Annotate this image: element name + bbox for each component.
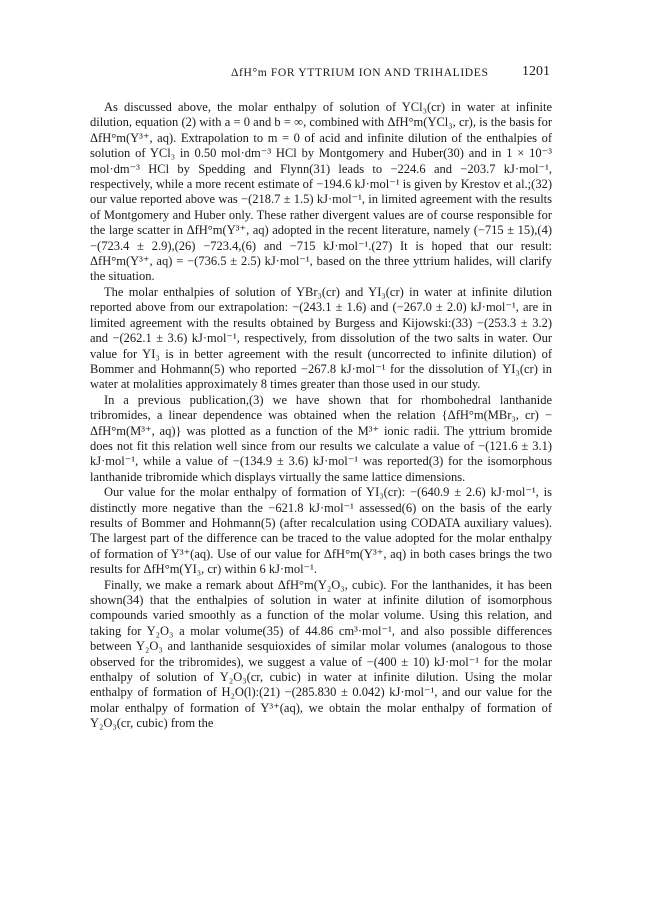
running-header-title: ΔfH°m FOR YTTRIUM ION AND TRIHALIDES xyxy=(231,66,489,79)
running-header xyxy=(0,66,645,88)
paragraph-formation-yi3: Our value for the molar enthalpy of formation of YI₃(cr): −(640.9 ± 2.6) kJ·mol⁻¹, is distinctly more negative than the −621.8 kJ·mol⁻¹ assessed(6) on the basis of the early results of Bommer and Hohmann(5) (after recalculation using CODATA auxiliary values). The largest part of the difference can be traced to the value adopted for the molar enthalpy of formation of Y³⁺(aq). Use of our value for ΔfH°m(Y³⁺, aq) in both cases brings the two results for ΔfH°m(YI₃, cr) within 6 kJ·mol⁻¹. xyxy=(90,485,552,577)
paragraph-y2o3-remark: Finally, we make a remark about ΔfH°m(Y₂O₃, cubic). For the lanthanides, it has been shown(34) that the enthalpies of solution in water at infinite dilution of isomorphous compounds varied smoothly as a function of the molar volume. Using this relation, and taking for Y₂O₃ a molar volume(35) of 44.86 cm³·mol⁻¹, and also possible differences between Y₂O₃ and lanthanide sesquioxides of similar molar volumes (analogous to those observed for the tribromides), we suggest a value of −(400 ± 10) kJ·mol⁻¹ for the molar enthalpy of solution of Y₂O₃(cr, cubic) in water at infinite dilution. Using the molar enthalpy of formation of H₂O(l):(21) −(285.830 ± 0.042) kJ·mol⁻¹, and our value for the molar enthalpy of formation of Y³⁺(aq), we obtain the molar enthalpy of formation of Y₂O₃(cr, cubic) from the xyxy=(90,577,552,731)
page-number: 1201 xyxy=(522,64,550,79)
paragraph-solution-ybr3-yi3: The molar enthalpies of solution of YBr₃(cr) and YI₃(cr) in water at infinite dilution reported above from our extrapolation: −(243.1 ± 1.6) and (−267.0 ± 2.0) kJ·mol⁻¹, are in limited agreement with the results obtained by Burgess and Kijowski:(33) −(253.3 ± 3.2) and −(262.1 ± 3.6) kJ·mol⁻¹, respectively, from dissolution of the two salts in water. Our value for YI₃ is in better agreement with the result (uncorrected to infinite dilution) of Bommer and Hohmann(5) who reported −267.8 kJ·mol⁻¹ for the dissolution of YI₃(cr) in water at molalities approximately 8 times greater than those used in our study. xyxy=(90,284,552,392)
paragraph-lanthanide-tribromides: In a previous publication,(3) we have shown that for rhombohedral lanthanide tribromides, a linear dependence was obtained when the relation {ΔfH°m(MBr₃, cr) − ΔfH°m(M³⁺, aq)} was plotted as a function of the M³⁺ ionic radii. The yttrium bromide does not fit this relation well since from our results we calculate a value of −(121.6 ± 3.1) kJ·mol⁻¹, while a value of −(134.9 ± 3.6) kJ·mol⁻¹ was reported(3) for the isomorphous lanthanide tribromide which displays virtually the same lattice dimensions. xyxy=(90,392,552,484)
paragraph-solution-ycl3: As discussed above, the molar enthalpy of solution of YCl₃(cr) in water at infinite dilution, equation (2) with a = 0 and b = ∞, combined with ΔfH°m(YCl₃, cr), is the basis for ΔfH°m(Y³⁺, aq). Extrapolation to m = 0 of acid and infinite dilution of the enthalpies of solution of YCl₃ in 0.50 mol·dm⁻³ HCl by Montgomery and Huber(30) and in 1 × 10⁻³ mol·dm⁻³ HCl by Spedding and Flynn(31) leads to −224.6 and −203.7 kJ·mol⁻¹, respectively, while a more recent estimate of −194.6 kJ·mol⁻¹ is given by Krestov et al.;(32) our value reported above was −(218.7 ± 1.5) kJ·mol⁻¹, in limited agreement with the results of Montgomery and Huber only. These rather divergent values are of course responsible for the large scatter in ΔfH°m(Y³⁺, aq) adopted in the recent literature, namely (−715 ± 15),(4) −(723.4 ± 2.9),(26) −723.4,(6) and −715 kJ·mol⁻¹.(27) It is hoped that our result: ΔfH°m(Y³⁺, aq) = −(736.5 ± 2.5) kJ·mol⁻¹, based on the three yttrium halides, will clarify the situation. xyxy=(90,100,552,284)
body-text xyxy=(90,100,552,732)
